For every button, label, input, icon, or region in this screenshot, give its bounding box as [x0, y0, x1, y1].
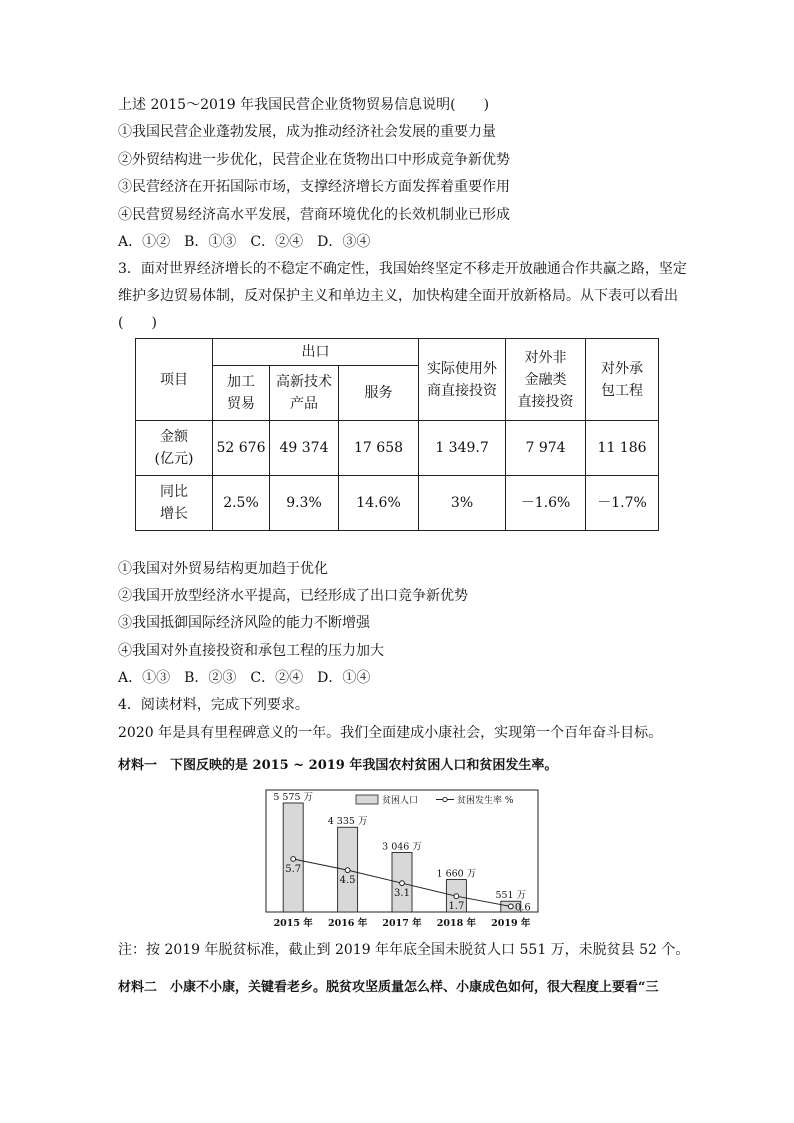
- q3-data-table: [135, 338, 659, 531]
- amount-service: 17 658: [339, 421, 419, 476]
- q4-intro: 2020 年是具有里程碑意义的一年。我们全面建成小康社会，实现第一个百年奋斗目标。: [118, 725, 663, 741]
- rate-label-1: 4.5: [339, 875, 356, 887]
- q3-option-4: ④我国对外直接投资和承包工程的压力加大: [118, 643, 384, 659]
- q4-note: 注：按 2019 年脱贫标准，截止到 2019 年年底全国未脱贫人口 551 万，未脱贫县 52 个。: [118, 942, 690, 958]
- row-label-growth: [136, 476, 213, 531]
- table-row-amount: [136, 421, 659, 476]
- header-contract-line1: 对外承: [601, 360, 644, 377]
- q3-option-2: ②我国开放型经济水平提高，已经形成了出口竞争新优势: [118, 588, 468, 604]
- rate-label-0: 5.7: [285, 864, 302, 875]
- row-label-amount-line1: 金额: [160, 429, 188, 445]
- bar-label-1: 4 335 万: [327, 816, 368, 828]
- header-processing-line1: 加工: [227, 374, 255, 390]
- q3-option-3: ③我国抵御国际经济风险的能力不断增强: [118, 615, 370, 631]
- header-processing-line2: 贸易: [227, 396, 255, 412]
- amount-hightech: 49 374: [270, 421, 339, 476]
- x-tick-label-4: 2019 年: [491, 918, 531, 929]
- growth-fdi: 3%: [419, 476, 506, 531]
- amount-contract: 11 186: [586, 421, 659, 476]
- q3-stem-line2: 维护多边贸易体制，反对保护主义和单边主义，加快构建全面开放新格局。从下表可以看出: [118, 288, 678, 304]
- header-ofdi-line1: 对外非: [524, 349, 567, 366]
- x-tick-label-2: 2017 年: [382, 918, 422, 929]
- x-tick-label-1: 2016 年: [327, 918, 368, 929]
- q2-choices: A．①② B．①③ C．②④ D．③④: [118, 234, 371, 250]
- q3-option-1: ①我国对外贸易结构更加趋于优化: [118, 561, 328, 577]
- header-ofdi-line2: 金融类: [524, 371, 567, 388]
- rate-label-3: 1.7: [448, 901, 465, 913]
- bar-label-3: 1 660 万: [436, 868, 477, 880]
- q4-stem: 4．阅读材料，完成下列要求。: [118, 697, 309, 713]
- rate-point-4: [508, 904, 513, 909]
- header-hightech: [270, 366, 339, 421]
- header-hightech-line2: 产品: [290, 396, 318, 412]
- q2-option-2: ②外贸结构进一步优化，民营企业在货物出口中形成竞争新优势: [118, 152, 510, 168]
- q2-option-3: ③民营经济在开拓国际市场，支撑经济增长方面发挥着重要作用: [118, 179, 510, 195]
- poverty-chart: [256, 786, 546, 932]
- growth-ofdi: －1.6%: [506, 476, 586, 531]
- growth-contract: －1.7%: [586, 476, 659, 531]
- legend-line-marker: [443, 797, 447, 801]
- rate-point-0: [291, 857, 296, 862]
- rate-point-3: [454, 894, 459, 899]
- q3-stem-line1: 3．面对世界经济增长的不稳定不确定性，我国始终坚定不移走开放融通合作共赢之路，坚定: [118, 261, 687, 277]
- legend-bar-swatch: [356, 795, 378, 804]
- growth-processing: 2.5%: [213, 476, 270, 531]
- header-processing: [213, 366, 270, 421]
- header-fdi-line1: 实际使用外: [427, 360, 498, 377]
- q4-material1: 材料一 下图反映的是 2015 ~ 2019 年我国农村贫困人口和贫困发生率。: [118, 758, 558, 773]
- x-tick-label-0: 2015 年: [273, 918, 313, 929]
- legend-line-label: 贫困发生率 %: [457, 796, 514, 806]
- bar-label-0: 5 575 万: [273, 792, 314, 803]
- header-contract: [586, 339, 659, 421]
- q3-stem-line3: ( ): [118, 315, 157, 331]
- row-label-growth-line1: 同比: [160, 484, 188, 500]
- header-ofdi: [506, 339, 586, 421]
- q3-choices: A．①③ B．②③ C．②④ D．①④: [118, 670, 371, 686]
- amount-ofdi: 7 974: [506, 421, 586, 476]
- rate-point-1: [345, 868, 350, 873]
- amount-fdi: 1 349.7: [419, 421, 506, 476]
- growth-hightech: 9.3%: [270, 476, 339, 531]
- amount-processing: 52 676: [213, 421, 270, 476]
- bar-label-2: 3 046 万: [382, 841, 422, 853]
- header-fdi-line2: 商直接投资: [427, 382, 498, 399]
- header-export: 出口: [213, 339, 419, 366]
- rate-point-2: [400, 881, 405, 886]
- table-row-growth: [136, 476, 659, 531]
- q2-option-4: ④民营贸易经济高水平发展，营商环境优化的长效机制业已形成: [118, 207, 510, 223]
- bar-label-4: 551 万: [495, 890, 527, 902]
- header-hightech-line1: 高新技术: [276, 374, 332, 390]
- header-item: 项目: [136, 339, 213, 421]
- header-contract-line2: 包工程: [601, 382, 644, 399]
- rate-label-2: 3.1: [394, 888, 410, 900]
- row-label-growth-line2: 增长: [160, 506, 188, 522]
- legend-bar-label: 贫困人口: [382, 796, 419, 806]
- header-ofdi-line3: 直接投资: [517, 393, 574, 410]
- header-fdi: [419, 339, 506, 421]
- header-service: 服务: [339, 366, 419, 421]
- q4-material2: 材料二 小康不小康，关键看老乡。脱贫攻坚质量怎么样、小康成色如何，很大程度上要看“三: [118, 980, 659, 995]
- rate-label-4: 0.6: [514, 902, 531, 914]
- q2-stem: 上述 2015～2019 年我国民营企业货物贸易信息说明( ): [118, 97, 490, 113]
- row-label-amount-line2: (亿元): [154, 451, 194, 467]
- growth-service: 14.6%: [339, 476, 419, 531]
- row-label-amount: [136, 421, 213, 476]
- x-tick-label-3: 2018 年: [436, 918, 477, 929]
- q2-option-1: ①我国民营企业蓬勃发展，成为推动经济社会发展的重要力量: [118, 124, 496, 140]
